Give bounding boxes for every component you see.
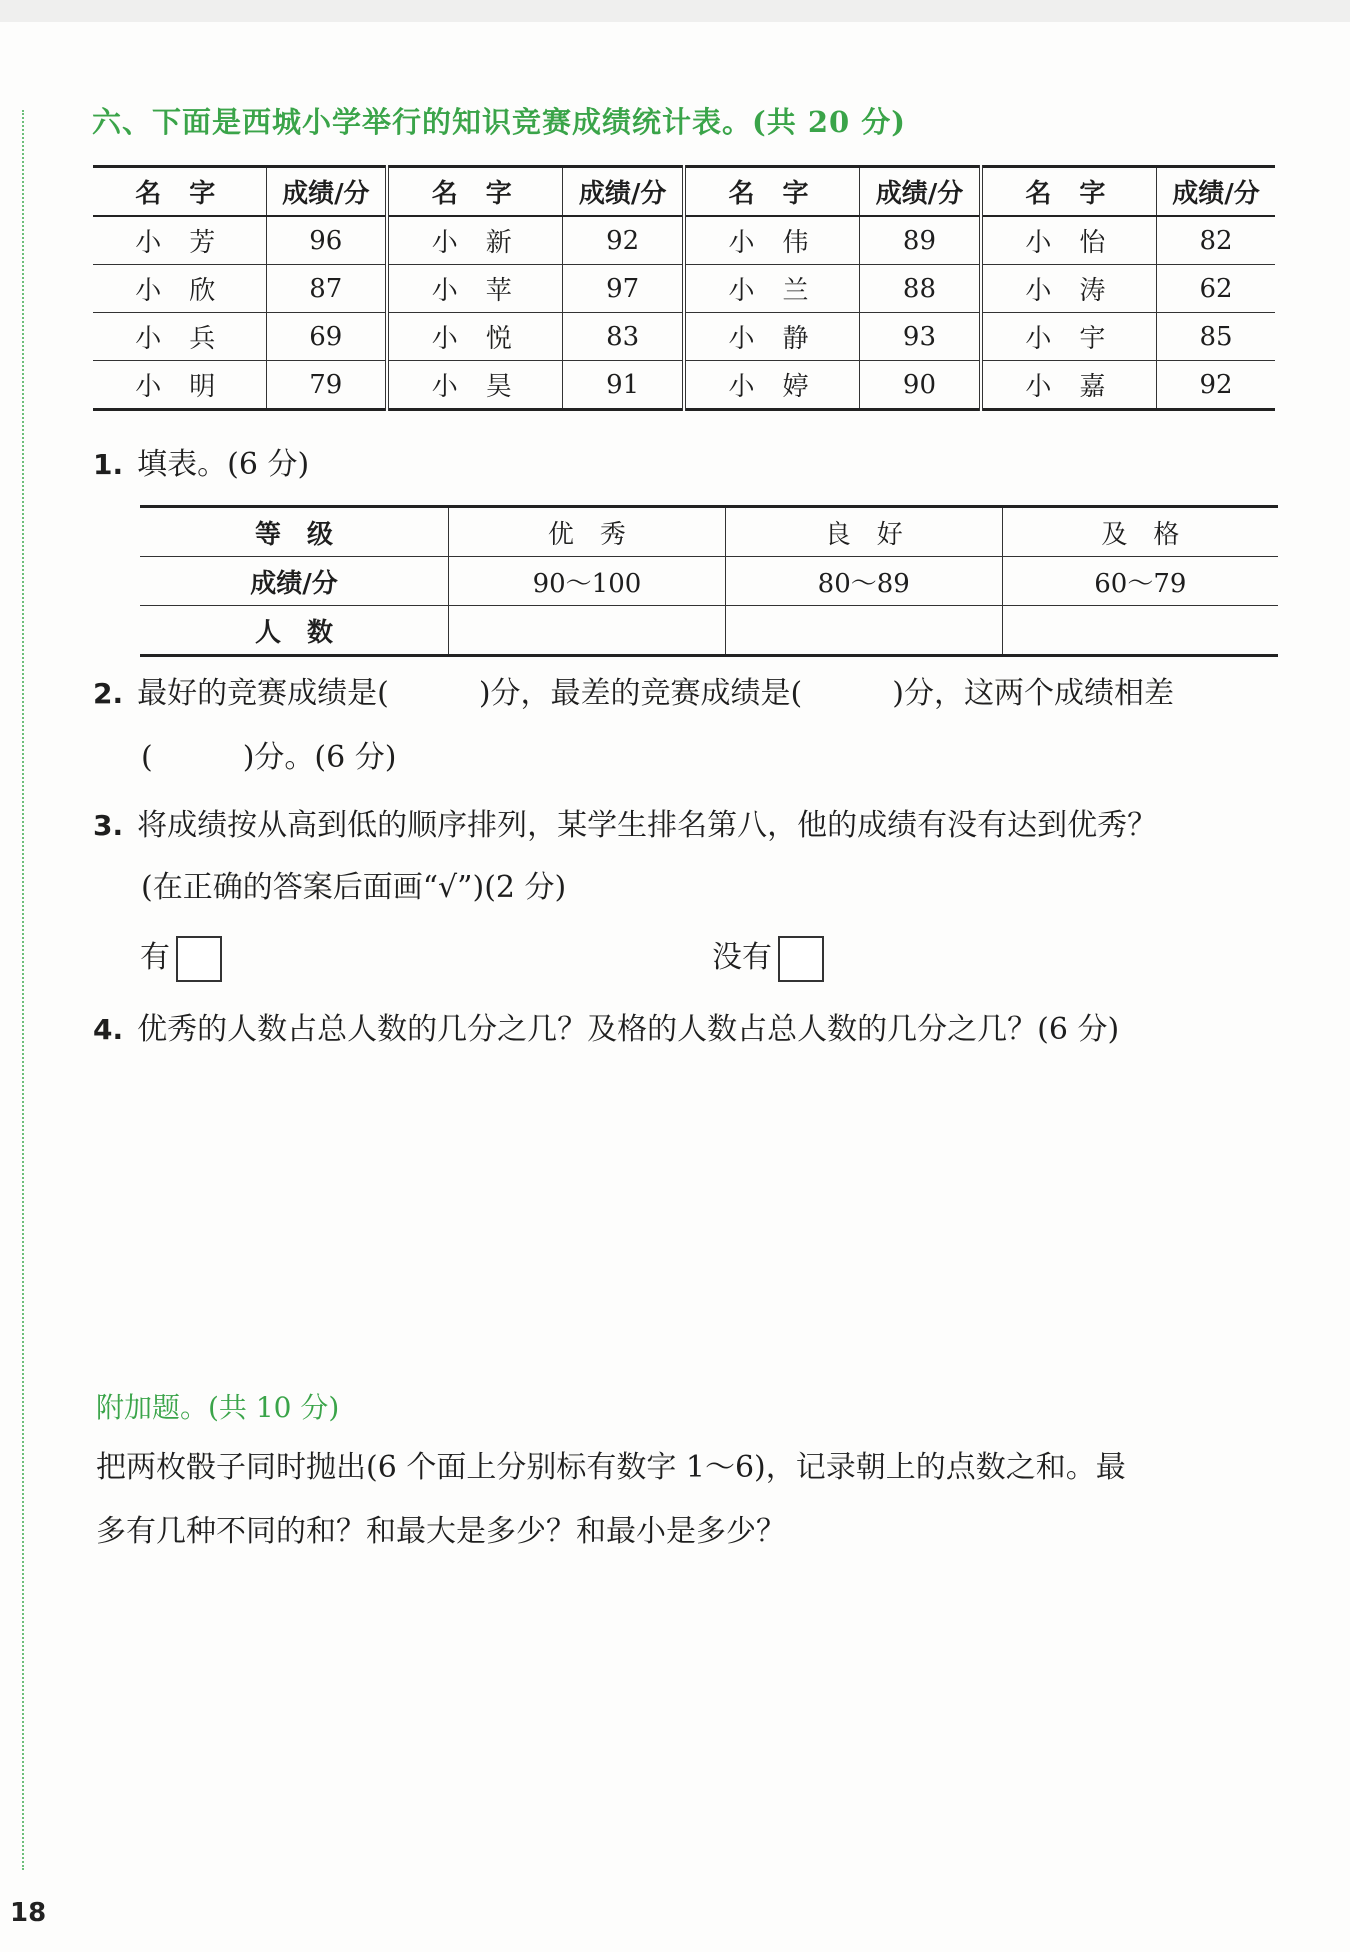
question-number: 4.	[93, 1013, 124, 1046]
level-excellent: 优秀	[449, 507, 726, 557]
student-score: 62	[1156, 265, 1275, 313]
margin-dotted-line	[22, 110, 24, 1870]
range-good: 80～89	[725, 557, 1002, 606]
answer-area-bonus[interactable]	[96, 1580, 1276, 1860]
header-name: 名字	[981, 167, 1157, 217]
student-name: 小苹	[387, 265, 563, 313]
range-row	[140, 557, 1278, 606]
student-name: 小新	[387, 216, 563, 265]
question-number: 2.	[93, 677, 124, 710]
student-score: 91	[563, 361, 684, 410]
student-name: 小静	[684, 313, 860, 361]
student-name: 小兰	[684, 265, 860, 313]
student-score: 85	[1156, 313, 1275, 361]
student-score: 96	[266, 216, 387, 265]
bonus-title: 附加题。(共 10 分)	[96, 1391, 340, 1424]
option-yes-label: 有	[140, 940, 170, 975]
student-name: 小伟	[684, 216, 860, 265]
question-text: 填表。(6 分)	[137, 447, 310, 482]
table-row	[93, 313, 1275, 361]
student-name: 小怡	[981, 216, 1157, 265]
count-pass-blank[interactable]	[1002, 606, 1278, 656]
student-name: 小兵	[93, 313, 266, 361]
section-title: 六、下面是西城小学举行的知识竞赛成绩统计表。(共 20 分)	[92, 105, 906, 139]
student-name: 小昊	[387, 361, 563, 410]
bonus-text-line-1: 把两枚骰子同时抛出(6 个面上分别标有数字 1～6)，记录朝上的点数之和。最	[96, 1450, 1126, 1485]
student-score: 87	[266, 265, 387, 313]
student-score: 83	[563, 313, 684, 361]
table-row	[93, 216, 1275, 265]
question-number: 1.	[93, 448, 124, 481]
header-name: 名字	[684, 167, 860, 217]
count-good-blank[interactable]	[725, 606, 1002, 656]
question-text-line-1: 最好的竞赛成绩是( )分，最差的竞赛成绩是( )分，这两个成绩相差	[137, 676, 1174, 711]
level-pass: 及格	[1002, 507, 1278, 557]
level-row	[140, 507, 1278, 557]
header-name: 名字	[387, 167, 563, 217]
question-text: 优秀的人数占总人数的几分之几？及格的人数占总人数的几分之几？(6 分)	[137, 1012, 1120, 1047]
table-row	[93, 361, 1275, 410]
student-name: 小明	[93, 361, 266, 410]
student-name: 小婷	[684, 361, 860, 410]
option-no-label: 没有	[712, 940, 772, 975]
question-text-line-2: (在正确的答案后面画“√”)(2 分)	[141, 870, 567, 905]
table-row	[93, 265, 1275, 313]
student-name: 小嘉	[981, 361, 1157, 410]
header-score: 成绩/分	[1156, 167, 1275, 217]
row-label-score: 成绩/分	[140, 557, 449, 606]
student-score: 79	[266, 361, 387, 410]
student-name: 小宇	[981, 313, 1157, 361]
option-yes-checkbox[interactable]	[176, 936, 222, 982]
header-score: 成绩/分	[266, 167, 387, 217]
student-name: 小涛	[981, 265, 1157, 313]
header-name: 名字	[93, 167, 266, 217]
range-excellent: 90～100	[449, 557, 726, 606]
student-score: 90	[860, 361, 981, 410]
bonus-text-line-2: 多有几种不同的和？和最大是多少？和最小是多少？	[96, 1514, 786, 1549]
level-good: 良好	[725, 507, 1002, 557]
answer-area-q4[interactable]	[140, 1070, 1270, 1370]
bonus-question	[96, 1448, 1286, 1552]
question-1	[93, 445, 309, 485]
page-top-shade	[0, 0, 1350, 22]
level-table	[140, 505, 1278, 657]
score-table-header	[93, 167, 1275, 217]
question-text-line-1: 将成绩按从高到低的顺序排列，某学生排名第八，他的成绩有没有达到优秀？	[137, 808, 1158, 843]
header-score: 成绩/分	[860, 167, 981, 217]
student-score: 82	[1156, 216, 1275, 265]
question-3	[93, 806, 1283, 908]
option-no	[712, 936, 824, 982]
count-row	[140, 606, 1278, 656]
question-number: 3.	[93, 809, 124, 842]
row-label-level: 等级	[140, 507, 449, 557]
score-table	[93, 165, 1275, 411]
page-number: 18	[10, 1898, 47, 1928]
question-text-line-2: ( )分。(6 分)	[141, 740, 397, 775]
student-score: 92	[563, 216, 684, 265]
student-score: 88	[860, 265, 981, 313]
option-yes	[140, 936, 222, 982]
student-score: 92	[1156, 361, 1275, 410]
count-excellent-blank[interactable]	[449, 606, 726, 656]
student-name: 小悦	[387, 313, 563, 361]
question-2	[93, 674, 1283, 778]
question-4	[93, 1010, 1119, 1050]
student-score: 97	[563, 265, 684, 313]
range-pass: 60～79	[1002, 557, 1278, 606]
option-no-checkbox[interactable]	[778, 936, 824, 982]
student-score: 89	[860, 216, 981, 265]
header-score: 成绩/分	[563, 167, 684, 217]
student-name: 小欣	[93, 265, 266, 313]
student-name: 小芳	[93, 216, 266, 265]
student-score: 69	[266, 313, 387, 361]
row-label-count: 人数	[140, 606, 449, 656]
student-score: 93	[860, 313, 981, 361]
